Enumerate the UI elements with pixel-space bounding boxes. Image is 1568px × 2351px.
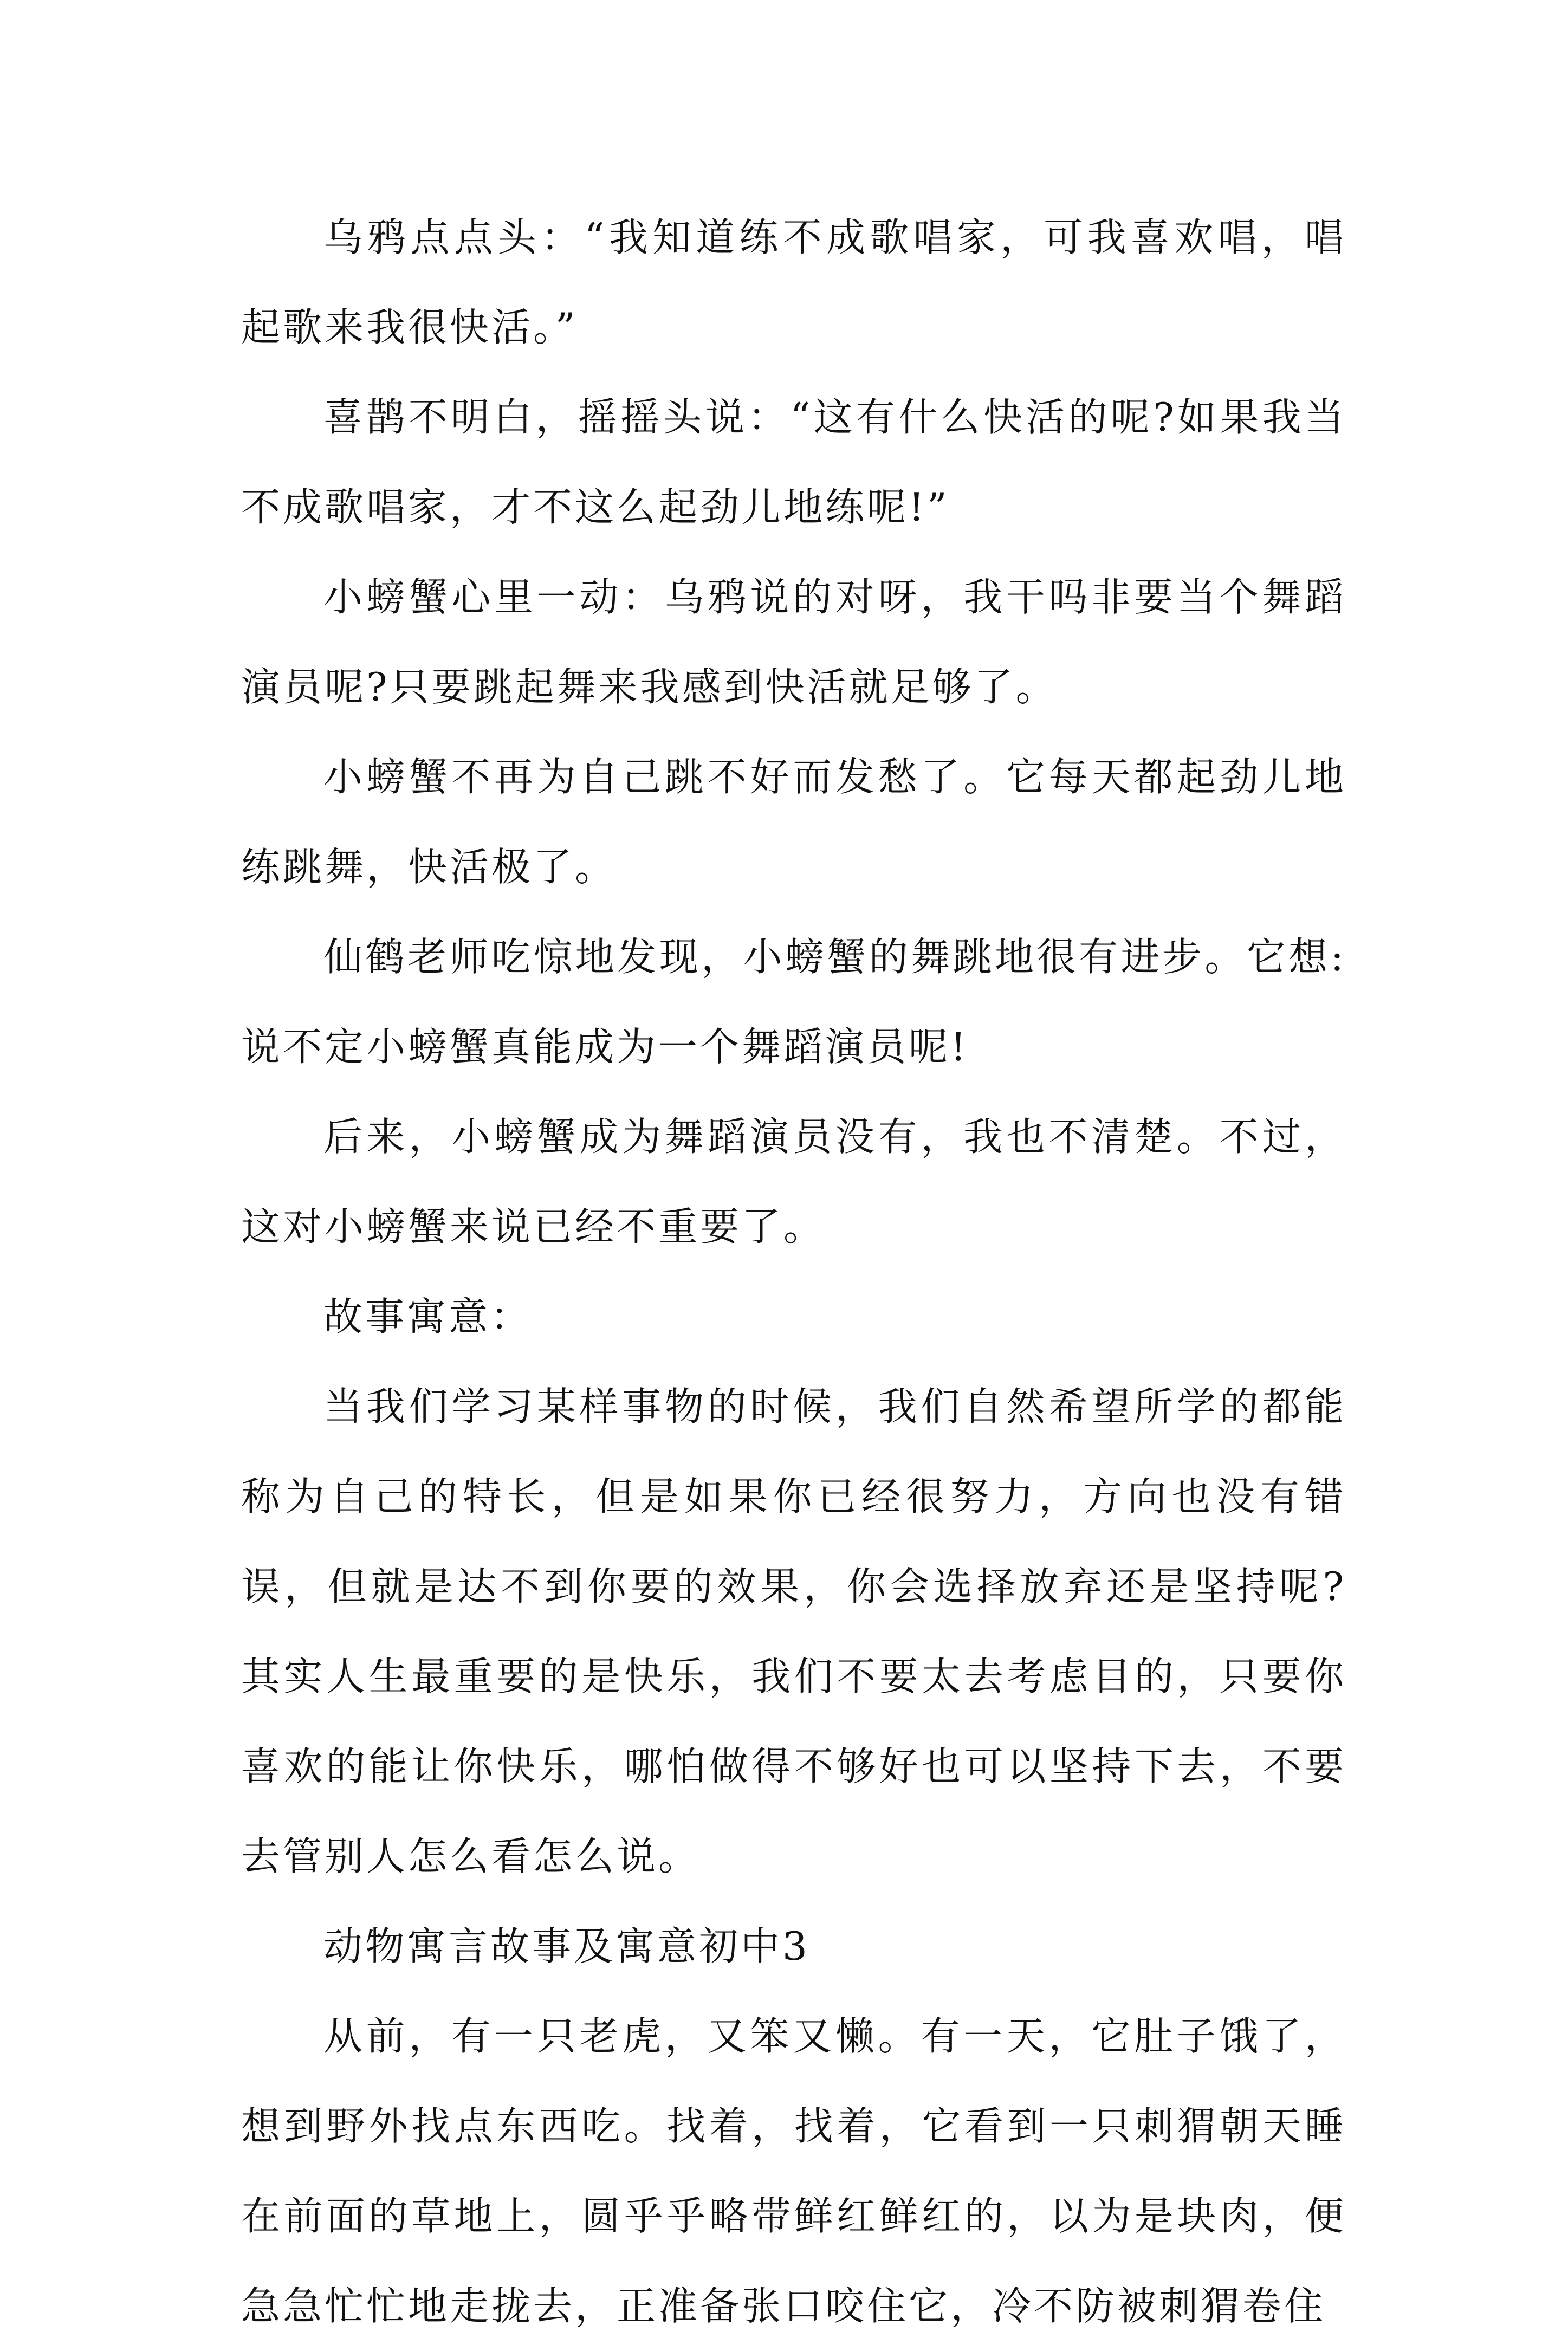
heading-story-moral: 故事寓意： — [323, 1294, 533, 1339]
paragraph-crow-reply: 乌鸦点点头：“我知道练不成歌唱家，可我喜欢唱，唱起歌来我很快活。” — [241, 215, 1346, 350]
paragraph-moral-text: 当我们学习某样事物的时候，我们自然希望所学的都能称为自己的特长，但是如果你已经很努力，方向也没有错误，但就是达不到你要的效果，你会选择放弃还是坚持呢?其实人生最重要的是快乐，我们不要太去考虑目的，只要你喜欢的能让你快乐，哪怕做得不够好也可以坚持下去，不要去管别人怎么看怎么说。 — [241, 1384, 1346, 1879]
paragraph-crab-happy: 小螃蟹不再为自己跳不好而发愁了。它每天都起劲儿地练跳舞，快活极了。 — [241, 754, 1346, 890]
paragraph-later: 后来，小螃蟹成为舞蹈演员没有，我也不清楚。不过，这对小螃蟹来说已经不重要了。 — [241, 1114, 1346, 1249]
paragraph-tiger-story: 从前，有一只老虎，又笨又懒。有一天，它肚子饿了，想到野外找点东西吃。找着，找着，它看到一只刺猬朝天睡在前面的草地上，圆乎乎略带鲜红鲜红的，以为是块肉，便急急忙忙地走拢去，正准备张口咬住它，冷不防被刺猬卷住 — [241, 2013, 1346, 2329]
heading-story-3: 动物寓言故事及寓意初中3 — [323, 1923, 810, 1969]
paragraph-crane-teacher: 仙鹤老师吃惊地发现，小螃蟹的舞跳地很有进步。它想:说不定小螃蟹真能成为一个舞蹈演员呢! — [241, 934, 1346, 1070]
paragraph-crab-thought: 小螃蟹心里一动：乌鸦说的对呀，我干吗非要当个舞蹈演员呢?只要跳起舞来我感到快活就足够了。 — [241, 574, 1346, 710]
paragraph-magpie-question: 喜鹊不明白，摇摇头说：“这有什么快活的呢?如果我当不成歌唱家，才不这么起劲儿地练呢!” — [241, 394, 1346, 530]
document-body — [241, 192, 1346, 2351]
